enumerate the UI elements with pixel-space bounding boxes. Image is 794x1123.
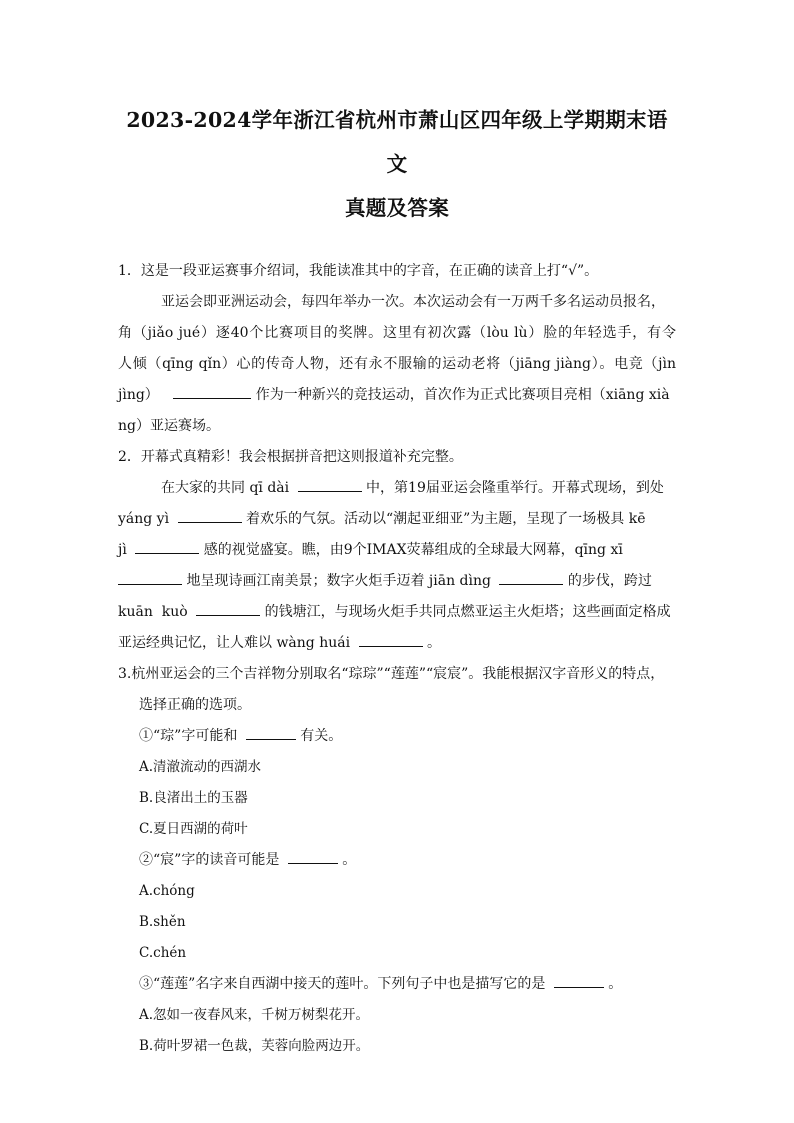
q1-line: 角（jiǎo jué）逐40个比赛项目的奖牌。这里有初次露（lòu lù）脸的年轻选手，有令 xyxy=(118,325,676,341)
answer-blank[interactable] xyxy=(178,508,242,523)
q3-sub-question-2: ②“宸”字的读音可能是 。 xyxy=(118,845,676,876)
answer-blank[interactable] xyxy=(298,477,362,492)
q1-line: 亚运会即亚洲运动会，每四年举办一次。本次运动会有一万两千多名运动员报名， xyxy=(161,294,665,310)
document-title xyxy=(118,98,676,230)
q2-line: jì 感的视觉盛宴。瞧，由9个IMAX荧幕组成的全球最大网幕，qīng xī xyxy=(118,535,676,566)
q1-line: ng）亚运赛场。 xyxy=(118,418,220,434)
answer-blank[interactable] xyxy=(499,570,563,585)
option-item[interactable]: C.chén xyxy=(139,945,187,961)
answer-blank[interactable] xyxy=(135,539,199,554)
q1-prompt: 1．这是一段亚运赛事介绍词，我能读准其中的字音，在正确的读音上打“√”。 xyxy=(118,263,599,279)
option-item[interactable]: B.shěn xyxy=(139,914,186,930)
title-line-1: 2023-2024学年浙江省杭州市萧山区四年级上学期期末语文 xyxy=(126,108,668,176)
q2-line: kuān kuò 的钱塘江，与现场火炬手共同点燃亚运主火炬塔；这些画面定格成 xyxy=(118,597,676,628)
q2-line: 地呈现诗画江南美景；数字火炬手迈着 jiān dìng 的步伐，跨过 xyxy=(118,566,676,597)
q2-line: yáng yì 着欢乐的气氛。活动以“潮起亚细亚”为主题，呈现了一场极具 kē xyxy=(118,504,676,535)
answer-blank[interactable] xyxy=(173,384,251,399)
option-item[interactable]: C.夏日西湖的荷叶 xyxy=(139,821,248,837)
q3-sub-question-1: ①“琮”字可能和 有关。 xyxy=(118,721,676,752)
answer-blank[interactable] xyxy=(196,601,260,616)
q3-prompt-cont: 选择正确的选项。 xyxy=(139,697,251,713)
title-line-2: 真题及答案 xyxy=(345,196,449,220)
q3-sub-question-3: ③“莲莲”名字来自西湖中接天的莲叶。下列句子中也是描写它的是 。 xyxy=(118,969,676,1000)
option-item[interactable]: B.良渚出土的玉器 xyxy=(139,790,248,806)
q2-line: 在大家的共同 qī dài 中，第19届亚运会隆重举行。开幕式现场，到处 xyxy=(118,473,676,504)
answer-blank[interactable] xyxy=(359,632,423,647)
answer-blank[interactable] xyxy=(118,570,182,585)
q2-line: 亚运经典记忆，让人难以 wàng huái 。 xyxy=(118,628,676,659)
q3-prompt: 3.杭州亚运会的三个吉祥物分别取名“琮琮”“莲莲”“宸宸”。我能根据汉字音形义的特点， xyxy=(118,666,665,682)
option-item[interactable]: B.荷叶罗裙一色裁，芙蓉向脸两边开。 xyxy=(139,1038,370,1054)
document-body xyxy=(118,256,676,1062)
q1-line: 人倾（qīng qǐn）心的传奇人物，还有永不服输的运动老将（jiāng jiàng）。电竞（jìn xyxy=(118,356,676,372)
answer-blank[interactable] xyxy=(288,849,338,864)
option-item[interactable]: A.清澈流动的西湖水 xyxy=(139,759,262,775)
q2-prompt: 2．开幕式真精彩！我会根据拼音把这则报道补充完整。 xyxy=(118,449,463,465)
option-item[interactable]: A.忽如一夜春风来，千树万树梨花开。 xyxy=(139,1007,370,1023)
option-item[interactable]: A.chóng xyxy=(139,883,195,899)
answer-blank[interactable] xyxy=(246,725,296,740)
q1-line: jìng） 作为一种新兴的竞技运动，首次作为正式比赛项目亮相（xiāng xià xyxy=(118,380,676,411)
answer-blank[interactable] xyxy=(554,973,604,988)
